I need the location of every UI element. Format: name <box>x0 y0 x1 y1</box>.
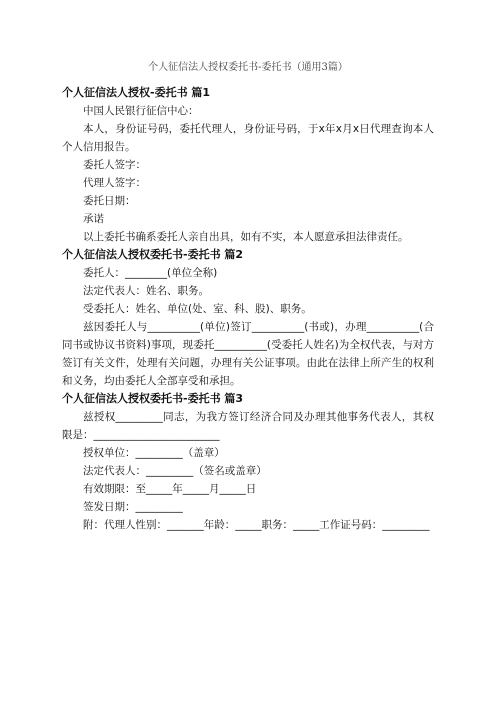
principal-signature-line: 委托人签字： <box>83 159 146 171</box>
section-heading: 个人征信法人授权委托书-委托书 篇3 <box>62 392 244 405</box>
page-title: 个人征信法人授权委托书-委托书（通用3篇） <box>148 62 348 73</box>
authorization-paragraph: 兹授权_________同志，为我方签订经济合同及办理其他事务代表人，其权限是：________________________ <box>62 411 434 441</box>
legal-representative-line: 法定代表人：_________（签名或盖章） <box>83 465 267 477</box>
section-1 <box>62 84 434 246</box>
addressee-line: 中国人民银行征信中心： <box>83 105 199 117</box>
agent-signature-line: 代理人签字： <box>83 177 146 189</box>
trustee-line: 受委托人：姓名、单位(处、室、科、股)、职务。 <box>83 303 312 315</box>
commitment-label: 承诺 <box>83 213 104 225</box>
agent-info-line: 附：代理人性别：_______年龄：_____职务：_____工作证号码：_________ <box>83 519 430 531</box>
authorizing-unit-line: 授权单位：_________（盖章） <box>83 447 225 459</box>
document-body <box>62 84 434 534</box>
section-2 <box>62 246 434 390</box>
body-paragraph: 兹因委托人与__________(单位)签订__________(书或)，办理__________(合同书或协议书资料)事项，现委托__________(受委托人姓名)为全权代表，与对方签订有关文件，处理有关问题，办理有关公证事项。由此在法律上所产生的权利和义务，均由委托人全部享受和承担。 <box>62 321 434 387</box>
issue-date-line: 签发日期：_________ <box>83 501 183 513</box>
section-heading: 个人征信法人授权-委托书 篇1 <box>62 86 211 99</box>
principal-line: 委托人：________(单位全称) <box>83 267 218 279</box>
section-3 <box>62 390 434 534</box>
commitment-paragraph: 以上委托书确系委托人亲自出具，如有不实，本人愿意承担法律责任。 <box>83 231 409 243</box>
legal-representative-line: 法定代表人：姓名、职务。 <box>83 285 209 297</box>
date-line: 委托日期： <box>83 195 136 207</box>
validity-period-line: 有效期限：至_____年_____月_____日 <box>83 483 257 495</box>
section-heading: 个人征信法人授权委托书-委托书 篇2 <box>62 248 244 261</box>
body-paragraph: 本人，身份证号码，委托代理人，身份证号码，于x年x月x日代理查询本人个人信用报告。 <box>62 123 434 153</box>
